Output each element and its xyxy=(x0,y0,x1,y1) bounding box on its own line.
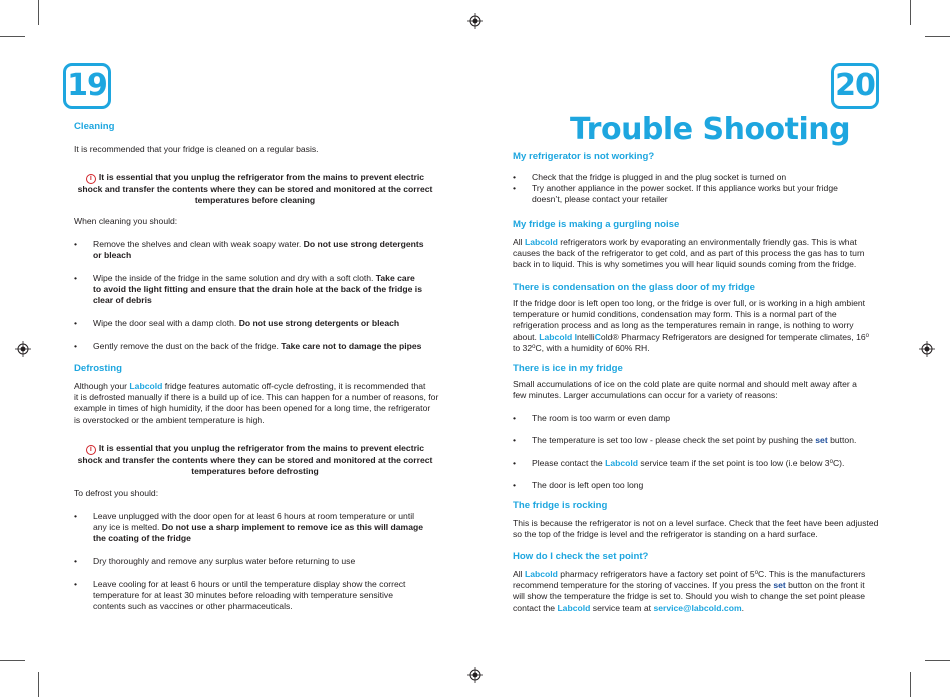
warning-icon: i xyxy=(86,445,96,455)
section-paragraph: Small accumulations of ice on the cold plate are quite normal and should melt away after a few minutes. Larger accumulations can occur for a variety of reasons: xyxy=(513,379,857,401)
section-paragraph: All Labcold pharmacy refrigerators have a factory set point of 5$^o$C. This is the manufacturers recommend temperature for the storing of vaccines. If you press the set button on the front it will show the temperature the fridge is set to. Should you wish to change the set point please contact the Labcold service team at service@labcold.com. xyxy=(513,569,866,613)
registration-mark-icon xyxy=(919,341,935,357)
section-heading: There is ice in my fridge xyxy=(513,363,623,374)
section-heading: There is condensation on the glass door of my fridge xyxy=(513,282,756,293)
crop-mark xyxy=(38,672,39,697)
section-heading: My refrigerator is not working? xyxy=(513,151,655,162)
brand-name: Labcold xyxy=(524,569,558,579)
cleaning-intro: It is recommended that your fridge is cleaned on a regular basis. xyxy=(74,144,319,154)
defrosting-warning: i It is essential that you unplug the refrigerator from the mains to prevent electric shock and transfer the contents where they can be stored and monitored at the correct temperatures before defrosting xyxy=(77,443,433,477)
crop-mark xyxy=(910,672,911,697)
crop-mark xyxy=(910,0,911,25)
cleaning-heading: Cleaning xyxy=(74,121,115,132)
crop-mark xyxy=(925,36,950,37)
brand-name: Labcold xyxy=(129,381,163,391)
section-heading: My fridge is making a gurgling noise xyxy=(513,219,680,230)
brand-name: Labcold xyxy=(605,458,639,468)
crop-mark xyxy=(0,660,25,661)
page-number-left: 19 xyxy=(63,63,111,109)
defrosting-paragraph: Although your Labcold fridge features automatic off-cycle defrosting, it is recommended that it is defrosted manually if there is a build up of ice. This can happen for a number of reasons, for example in times of high humidity, if the door has been opened for a long time, the refrigerator is overstocked or the ambient temperature is high. xyxy=(74,381,439,425)
crop-mark xyxy=(0,36,25,37)
brand-name: Labcold xyxy=(524,237,558,247)
cleaning-when-text: When cleaning you should: xyxy=(74,216,178,226)
section-paragraph: This is because the refrigerator is not on a level surface. Check that the feet have been adjusted so the top of the fridge is level and the refrigerator is standing on a hard surface. xyxy=(513,518,879,540)
brand-name: Labcold xyxy=(539,331,573,342)
crop-mark xyxy=(925,660,950,661)
section-paragraph: All Labcold refrigerators work by evaporating an environmentally friendly gas. This is what causes the back of the refrigerator to get cold, and as part of this process the gas has to turn back in to liquid. This is why sometimes you will hear liquid sounds coming from the fridge. xyxy=(513,237,865,270)
page-title: Trouble Shooting xyxy=(570,112,851,147)
registration-mark-icon xyxy=(467,13,483,29)
email-link[interactable]: service@labcold.com xyxy=(653,602,742,613)
page-number-right: 20 xyxy=(831,63,879,109)
section-paragraph: If the fridge door is left open too long, or the fridge is over full, or is working in a high ambient temperature or humid conditions, condensation may form. This is a normal part of the refrigeration process and as long as the temperatures remain in range, is nothing to worry about. Labcold IntelliCold® Pharmacy Refrigerators are designed for temperate climates, 16$^o$ to 32$^o$C, with a humidity of 60% RH. xyxy=(513,298,870,353)
section-heading: The fridge is rocking xyxy=(513,500,608,511)
warning-icon: i xyxy=(86,174,96,184)
section-heading: How do I check the set point? xyxy=(513,551,649,562)
registration-mark-icon xyxy=(467,667,483,683)
cleaning-warning: i It is essential that you unplug the refrigerator from the mains to prevent electric shock and transfer the contents where they can be stored and monitored at the correct temperatures before cleaning xyxy=(77,172,433,206)
registration-mark-icon xyxy=(15,341,31,357)
defrost-how-text: To defrost you should: xyxy=(74,488,159,498)
crop-mark xyxy=(38,0,39,25)
brand-name: Labcold xyxy=(557,602,591,613)
defrosting-heading: Defrosting xyxy=(74,363,122,374)
